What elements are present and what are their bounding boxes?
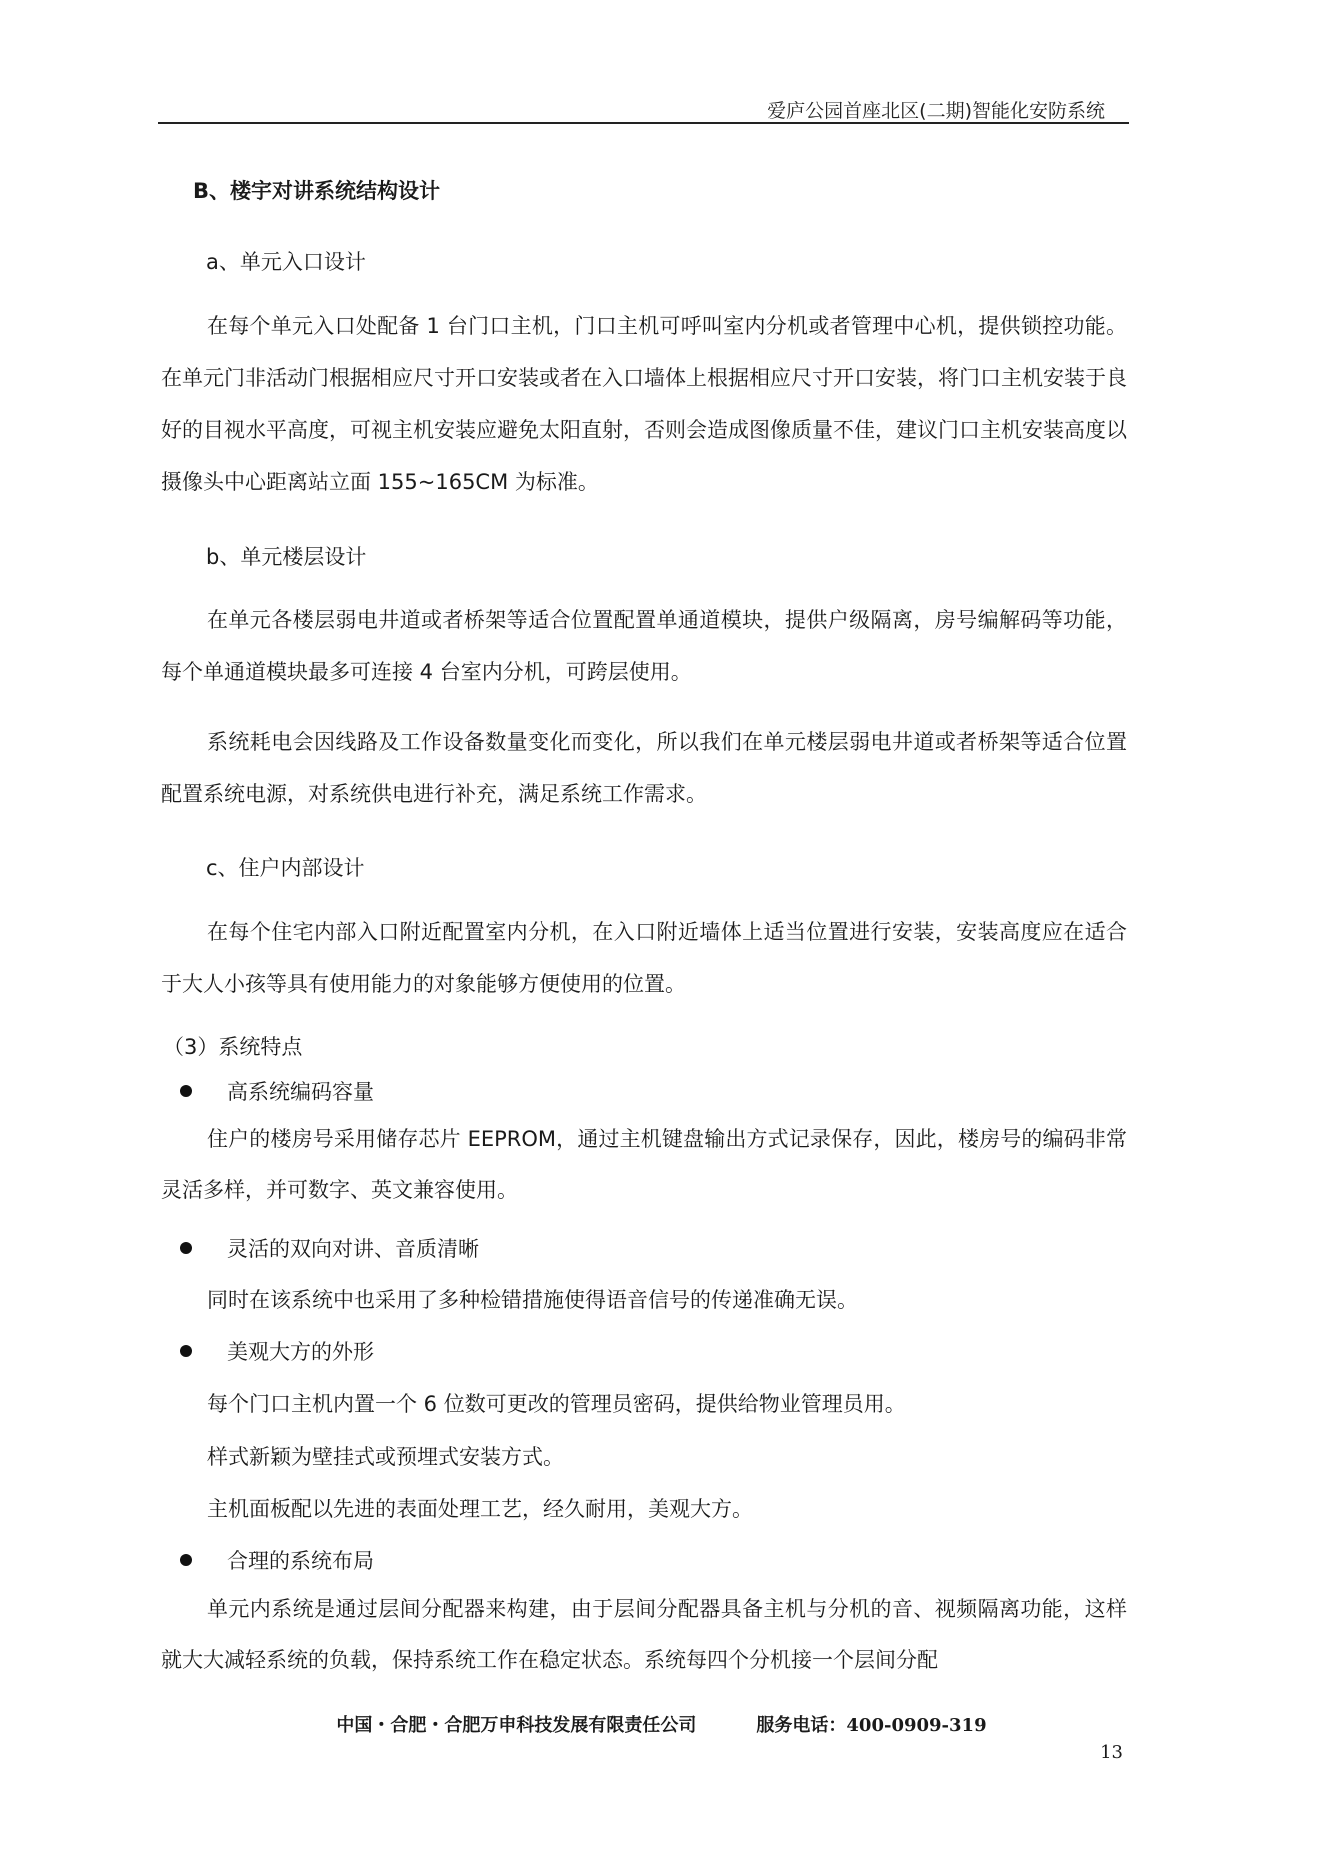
feature-item-4-title: 合理的系统布局 [227,1549,374,1573]
bullet-icon [180,1345,192,1357]
paragraph-unit-entrance: 在每个单元入口处配备 1 台门口主机，门口主机可呼叫室内分机或者管理中心机，提供锁控功能。在单元门非活动门根据相应尺寸开口安装或者在入口墙体上根据相应尺寸开口安装，将门口主机安装于良好的目视水平高度，可视主机安装应避免太阳直射，否则会造成图像质量不佳，建议门口主机安装高度以摄像头中心距离站立面 155~165CM 为标准。 [161,314,1127,494]
bullet-icon [180,1085,192,1097]
subheading-unit-entrance: a、单元入口设计 [206,250,366,274]
feature-item-3-line-2: 样式新颖为壁挂式或预埋式安装方式。 [207,1445,564,1469]
feature-item-1-title: 高系统编码容量 [227,1080,374,1104]
feature-item-2-text: 同时在该系统中也采用了多种检错措施使得语音信号的传递准确无误。 [207,1288,858,1312]
feature-item-2 [180,1233,479,1263]
page-number: 13 [1100,1742,1123,1763]
feature-item-3 [180,1336,374,1366]
feature-item-4 [180,1545,374,1575]
feature-item-1 [180,1076,374,1106]
feature-item-3-title: 美观大方的外形 [227,1340,374,1364]
footer-company: 中国・合肥・合肥万申科技发展有限责任公司 [336,1715,697,1736]
feature-item-3-line-1: 每个门口主机内置一个 6 位数可更改的管理员密码，提供给物业管理员用。 [207,1392,906,1416]
feature-item-4-text: 单元内系统是通过层间分配器来构建，由于层间分配器具备主机与分机的音、视频隔离功能，这样就大大减轻系统的负载，保持系统工作在稳定状态。系统每四个分机接一个层间分配 [161,1597,1127,1672]
subheading-unit-floor: b、单元楼层设计 [206,545,367,569]
bullet-icon [180,1554,192,1566]
header-divider [158,122,1129,124]
page-footer [0,1711,1323,1737]
header-title: 爱庐公园首座北区(二期)智能化安防系统 [767,100,1105,122]
footer-phone: 服务电话：400-0909-319 [756,1715,987,1736]
feature-item-3-line-3: 主机面板配以先进的表面处理工艺，经久耐用，美观大方。 [207,1497,753,1521]
feature-item-1-text: 住户的楼房号采用储存芯片 EEPROM，通过主机键盘输出方式记录保存，因此，楼房号的编码非常灵活多样，并可数字、英文兼容使用。 [161,1127,1127,1202]
paragraph-unit-floor-1: 在单元各楼层弱电井道或者桥架等适合位置配置单通道模块，提供户级隔离，房号编解码等功能，每个单通道模块最多可连接 4 台室内分机，可跨层使用。 [161,608,1127,684]
subheading-household: c、住户内部设计 [206,856,365,880]
feature-item-2-title: 灵活的双向对讲、音质清晰 [227,1237,479,1261]
section-heading: B、楼宇对讲系统结构设计 [193,179,441,203]
paragraph-household: 在每个住宅内部入口附近配置室内分机，在入口附近墙体上适当位置进行安装，安装高度应在适合于大人小孩等具有使用能力的对象能够方便使用的位置。 [161,920,1127,996]
bullet-icon [180,1242,192,1254]
paragraph-unit-floor-2: 系统耗电会因线路及工作设备数量变化而变化，所以我们在单元楼层弱电井道或者桥架等适合位置配置系统电源，对系统供电进行补充，满足系统工作需求。 [161,730,1127,806]
features-title: （3）系统特点 [163,1035,303,1059]
